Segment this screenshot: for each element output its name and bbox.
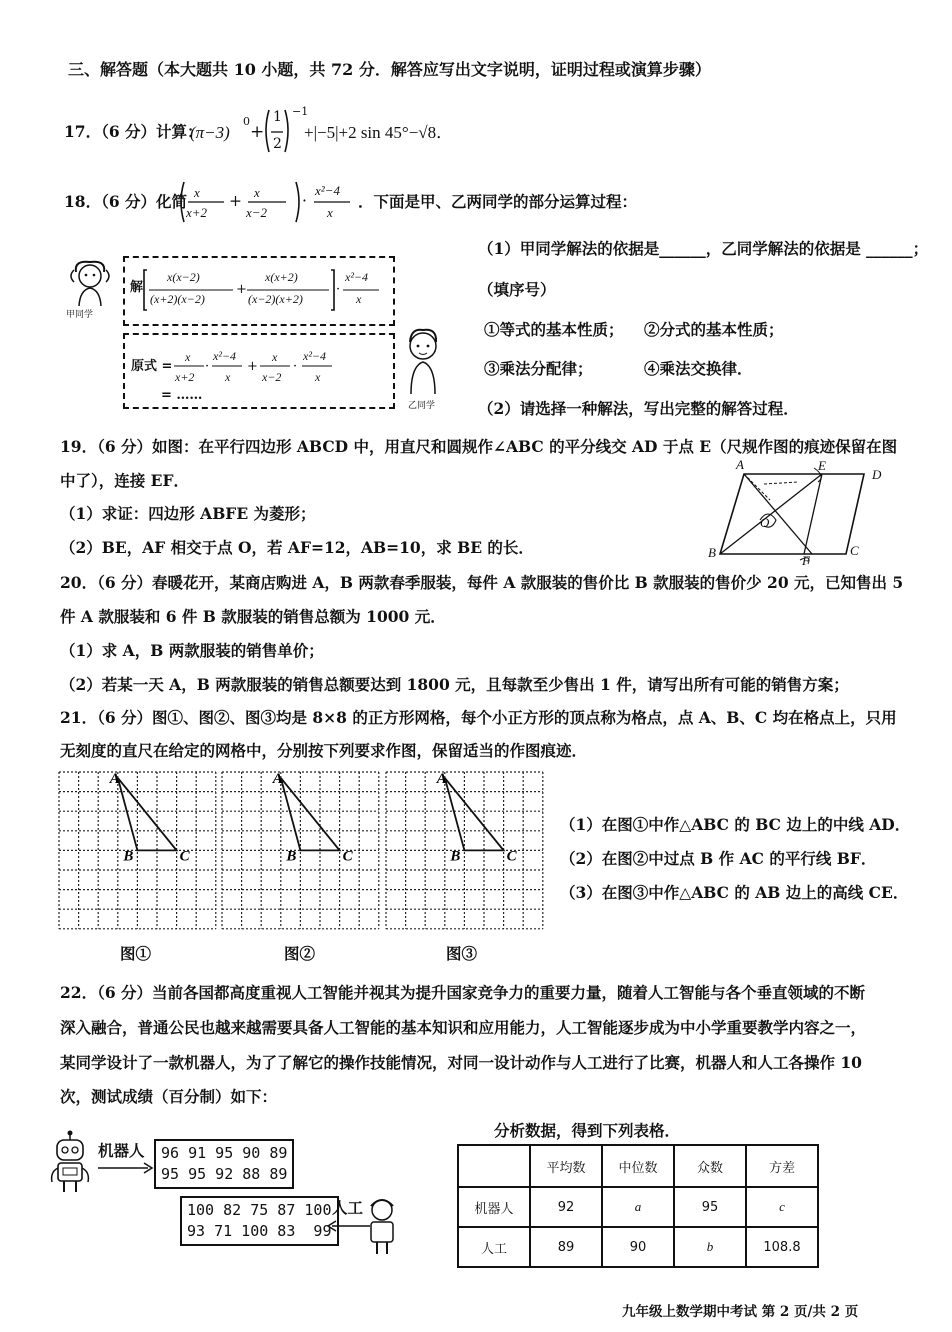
- q20-line1: 20．（6 分）春暖花开，某商店购进 A，B 两款春季服装，每件 A 款服装的售价比 B 款服装的售价少 20 元，已知售出 5: [60, 573, 904, 592]
- q21-part3: （3）在图③中作△ABC 的 AB 边上的高线 CE．: [560, 883, 909, 902]
- stats-table: [457, 1144, 819, 1268]
- q18-plus: +: [229, 192, 242, 210]
- point-label: A: [109, 770, 120, 787]
- square-grid-3: [386, 771, 543, 929]
- q18-f3n: x²−4: [315, 183, 340, 198]
- q20-line2: 件 A 款服装和 6 件 B 款服装的销售总额为 1000 元．: [60, 607, 446, 626]
- q17-exp-neg1: −1: [292, 105, 309, 118]
- yi-b-d: x: [225, 370, 231, 384]
- table-caption: 分析数据，得到下列表格．: [494, 1121, 681, 1140]
- grid-label-1: 图①: [120, 944, 152, 963]
- point-label: C: [179, 848, 190, 865]
- table-header-cell: 中位数: [602, 1145, 674, 1187]
- q18-f1n: x: [194, 185, 200, 200]
- jia-c-d: x: [356, 292, 362, 306]
- grid-label-2: 图②: [284, 944, 316, 963]
- square-grid-1: [59, 771, 216, 929]
- triangle-abc: [445, 778, 504, 851]
- point-label: A: [272, 770, 283, 787]
- label-c: C: [850, 543, 859, 558]
- label-e: E: [818, 458, 826, 473]
- jia-b-n: x(x+2): [265, 270, 298, 284]
- q18-option3: ③乘法分配律；: [484, 359, 593, 378]
- yi-b-n: x²−4: [213, 349, 237, 363]
- label-d: D: [872, 467, 882, 482]
- point-label: C: [506, 848, 517, 865]
- yi-a-n: x: [185, 350, 191, 364]
- q20-part2: （2）若某一天 A，B 两款服装的销售总额要达到 1800 元，且每款至少售出 1 件，请写出所有可能的销售方案；: [60, 675, 849, 694]
- robot-scores-row1: 96 91 95 90 89: [161, 1144, 288, 1162]
- jia-b-d: (x−2)(x+2): [248, 292, 303, 306]
- q18-option4: ④乘法交换律．: [644, 359, 753, 378]
- human-scores-box: [180, 1196, 339, 1246]
- robot-label: 机器人: [98, 1141, 145, 1160]
- q17-prefix: 17．（6 分）计算：: [64, 122, 203, 141]
- section-heading: 三、解答题（本大题共 10 小题，共 72 分．解答应写出文字说明，证明过程或演算步骤）: [68, 60, 711, 79]
- jia-sol-label: 解: [130, 280, 144, 295]
- q18-dot: ·: [302, 192, 307, 210]
- table-cell: b: [674, 1227, 746, 1267]
- label-b: B: [708, 545, 716, 560]
- table-cell: 机器人: [458, 1187, 530, 1227]
- page-footer: 九年级上数学期中考试 第 2 页/共 2 页: [622, 1304, 859, 1320]
- q18-f3d: x: [327, 205, 333, 220]
- label-f: F: [802, 553, 810, 568]
- yi-d-d: x: [315, 370, 321, 384]
- q18-prefix: 18．（6 分）化简: [64, 192, 188, 211]
- q19-part2: （2）BE，AF 相交于点 O，若 AF=12，AB=10，求 BE 的长．: [60, 538, 534, 557]
- q22-line2: 深入融合，普通公民也越来越需要具备人工智能的基本知识和应用能力，人工智能逐步成为中小学重要教学内容之一，: [60, 1018, 867, 1037]
- q18-part1b: （填序号）: [478, 280, 556, 299]
- jia-c-n: x²−4: [345, 270, 369, 284]
- yi-c-n: x: [272, 350, 278, 364]
- q18-part2: （2）请选择一种解法，写出完整的解答过程．: [478, 399, 799, 418]
- yi-c-d: x−2: [262, 370, 282, 384]
- robot-scores-row2: 95 95 92 88 89: [161, 1165, 288, 1183]
- table-cell: 89: [530, 1227, 602, 1267]
- yi-a-d: x+2: [175, 370, 195, 384]
- robot-icon: [48, 1130, 94, 1196]
- q21-part2: （2）在图②中过点 B 作 AC 的平行线 BF．: [560, 849, 877, 868]
- square-grid-2: [222, 771, 379, 929]
- q22-line4: 次，测试成绩（百分制）如下：: [60, 1087, 278, 1106]
- label-o: O: [760, 515, 770, 530]
- point-label: A: [436, 770, 447, 787]
- table-header-row: [458, 1145, 818, 1187]
- table-cell: 108.8: [746, 1227, 818, 1267]
- q19-line1: 19．（6 分）如图：在平行四边形 ABCD 中，用直尺和圆规作∠ABC 的平分线交 AD 于点 E（尺规作图的痕迹保留在图: [60, 437, 898, 456]
- q19-part1: （1）求证：四边形 ABFE 为菱形；: [60, 504, 316, 523]
- point-label: B: [450, 848, 461, 865]
- q17-expr-a: (π−3): [190, 123, 230, 142]
- table-header-cell: [458, 1145, 530, 1187]
- q18-f2n: x: [254, 185, 260, 200]
- q17-frac-den: 2: [273, 136, 282, 152]
- table-cell: 人工: [458, 1227, 530, 1267]
- q17-exp0: 0: [243, 115, 250, 128]
- table-row: [458, 1227, 818, 1267]
- label-a: A: [736, 457, 744, 472]
- table-cell: a: [602, 1187, 674, 1227]
- yi-cont: = ……: [161, 388, 203, 403]
- robot-scores-box: [154, 1139, 294, 1189]
- yi-label: 乙同学: [408, 401, 436, 411]
- grid-label-3: 图③: [446, 944, 478, 963]
- q18-f2d: x−2: [246, 205, 268, 220]
- point-label: C: [342, 848, 353, 865]
- q21-part1: （1）在图①中作△ABC 的 BC 边上的中线 AD．: [560, 815, 911, 834]
- table-row: [458, 1187, 818, 1227]
- point-label: B: [123, 848, 134, 865]
- q17-frac-num: 1: [273, 109, 282, 125]
- q18-option1: ①等式的基本性质；: [484, 320, 624, 339]
- q21-line2: 无刻度的直尺在给定的网格中，分别按下列要求作图，保留适当的作图痕迹．: [60, 741, 588, 760]
- triangle-abc: [118, 778, 177, 851]
- q18-option2: ②分式的基本性质；: [644, 320, 784, 339]
- worker-icon: [362, 1196, 402, 1256]
- point-label: B: [286, 848, 297, 865]
- jia-a-d: (x+2)(x−2): [150, 292, 205, 306]
- table-cell: 92: [530, 1187, 602, 1227]
- q21-line1: 21．（6 分）图①、图②、图③均是 8×8 的正方形网格，每个小正方形的顶点称为格点，点 A、B、C 均在格点上，只用: [60, 708, 897, 727]
- table-cell: c: [746, 1187, 818, 1227]
- q20-part1: （1）求 A，B 两款服装的销售单价；: [60, 641, 324, 660]
- table-header-cell: 众数: [674, 1145, 746, 1187]
- human-scores-row1: 100 82 75 87 100: [187, 1201, 332, 1219]
- q17-expr-b: +|−5|+2 sin 45°−√8．: [304, 123, 454, 142]
- yi-lead: 原式 =: [131, 359, 173, 374]
- robot-arrow: [96, 1162, 156, 1174]
- q18-f1d: x+2: [186, 205, 208, 220]
- q18-suffix: ．下面是甲、乙两同学的部分运算过程：: [358, 192, 638, 211]
- yi-d-n: x²−4: [303, 349, 327, 363]
- human-label: 人工: [332, 1198, 364, 1217]
- q22-line3: 某同学设计了一款机器人，为了了解它的操作技能情况，对同一设计动作与人工进行了比赛，机器人和人工各操作 10: [60, 1053, 862, 1072]
- table-cell: 90: [602, 1227, 674, 1267]
- q18-part1: （1）甲同学解法的依据是______，乙同学解法的依据是 ______；: [478, 239, 929, 258]
- table-header-cell: 方差: [746, 1145, 818, 1187]
- q22-line1: 22．（6 分）当前各国都高度重视人工智能并视其为提升国家竞争力的重要力量，随着人工智能与各个垂直领域的不断: [60, 983, 866, 1002]
- table-header-cell: 平均数: [530, 1145, 602, 1187]
- triangle-abc: [281, 778, 340, 851]
- jia-a-n: x(x−2): [167, 270, 200, 284]
- human-scores-row2: 93 71 100 83 99: [187, 1222, 332, 1240]
- q19-line2: 中了），连接 EF．: [60, 471, 189, 490]
- table-cell: 95: [674, 1187, 746, 1227]
- jia-label: 甲同学: [66, 310, 94, 320]
